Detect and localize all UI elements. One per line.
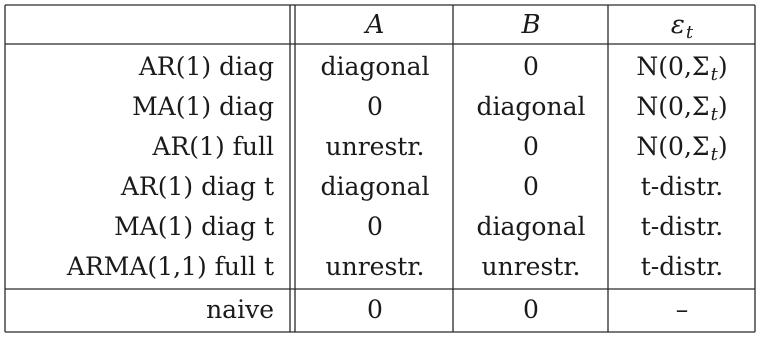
cell-a: 0 [367, 295, 383, 324]
row-label: MA(1) diag t [114, 212, 274, 241]
cell-a: 0 [367, 92, 383, 121]
cell-a: diagonal [320, 52, 430, 81]
epsilon-dist-tail: ) [717, 132, 728, 161]
cell-a: unrestr. [325, 252, 425, 281]
epsilon-dist-tail: ) [717, 52, 728, 81]
epsilon-subscript: t [685, 22, 694, 43]
cell-a: unrestr. [325, 132, 425, 161]
epsilon-dist: N(0,Σ [636, 132, 710, 161]
cell-b: 0 [523, 132, 539, 161]
row-label: AR(1) full [152, 132, 274, 161]
row-label: AR(1) diag t [120, 172, 274, 201]
epsilon-dist: N(0,Σ [636, 52, 710, 81]
cell-b: 0 [523, 172, 539, 201]
cell-epsilon: t-distr. [640, 212, 724, 241]
cell-b: unrestr. [481, 252, 581, 281]
row-label: AR(1) diag [138, 52, 274, 81]
header-b: B [521, 10, 541, 40]
cell-epsilon [611, 127, 753, 167]
row-label: ARMA(1,1) full t [66, 252, 274, 281]
epsilon-dist-tail: ) [717, 92, 728, 121]
cell-epsilon [611, 47, 753, 87]
cell-b: diagonal [476, 212, 586, 241]
cell-a: diagonal [320, 172, 430, 201]
header-epsilon [611, 5, 753, 45]
cell-a: 0 [367, 212, 383, 241]
epsilon-dist-subscript: t [710, 64, 718, 85]
cell-b: 0 [523, 52, 539, 81]
header-label-cell [10, 5, 274, 45]
cell-epsilon: t-distr. [640, 252, 724, 281]
header-a: A [365, 10, 385, 40]
cell-b: diagonal [476, 92, 586, 121]
cell-epsilon [611, 87, 753, 127]
row-label-naive: naive [206, 295, 274, 324]
epsilon-dist-subscript: t [710, 104, 718, 125]
cell-epsilon: t-distr. [640, 172, 724, 201]
cell-epsilon: – [675, 295, 689, 324]
row-label: MA(1) diag [132, 92, 274, 121]
epsilon-dist-subscript: t [710, 144, 718, 165]
epsilon-symbol: ε [670, 10, 685, 40]
cell-b: 0 [523, 295, 539, 324]
epsilon-dist: N(0,Σ [636, 92, 710, 121]
